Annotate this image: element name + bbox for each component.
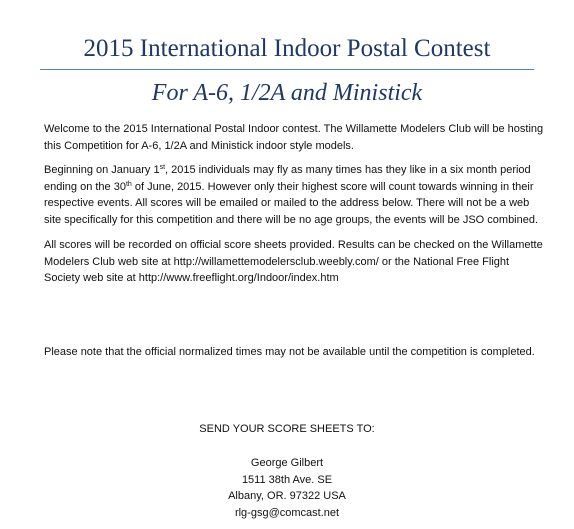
schedule-text-part3: of June, 2015. However only their highest score will count towards winning in their respective events. All scores will be emailed or mailed to the address below. There will not be a web site specifically for this competition and there will be no age groups, the events will be JSO combined. xyxy=(44,180,539,226)
address-street: 1511 38th Ave. SE xyxy=(241,473,333,486)
welcome-paragraph: Welcome to the 2015 International Postal Indoor contest. The Willamette Modelers Club will be hosting this Competition for A-6, 1/2A and Ministick indoor style models. xyxy=(44,123,544,152)
document-subtitle: For A-6, 1/2A and Ministick xyxy=(151,80,423,106)
address-city: Albany, OR. 97322 USA xyxy=(228,490,346,502)
schedule-text-part1: Beginning on January 1 xyxy=(44,164,160,176)
note-paragraph: Please note that the official normalized times may not be available until the competition is completed. xyxy=(44,346,535,358)
schedule-text-part2: , 2015 individuals may fly as many times has they like in a six month period ending on the 30 xyxy=(44,164,531,193)
address-email: rlg-gsg@comcast.net xyxy=(234,506,340,519)
schedule-paragraph xyxy=(44,162,544,228)
ordinal-suffix-th: th xyxy=(125,180,132,188)
send-heading: SEND YOUR SCORE SHEETS TO: xyxy=(199,423,375,435)
results-paragraph: All scores will be recorded on official score sheets provided. Results can be checked on the Willamette Modelers Club web site at http://willamettemodelersclub.weebly.com/ or the National Free Flight Society web site at http://www.freeflight.org/Indoor/index.htm xyxy=(44,239,543,284)
address-name: George Gilbert xyxy=(250,457,324,469)
title-divider xyxy=(40,69,534,70)
document-title: 2015 International Indoor Postal Contest xyxy=(83,35,491,62)
mailing-address xyxy=(0,455,574,521)
ordinal-suffix-st: st xyxy=(159,164,166,171)
